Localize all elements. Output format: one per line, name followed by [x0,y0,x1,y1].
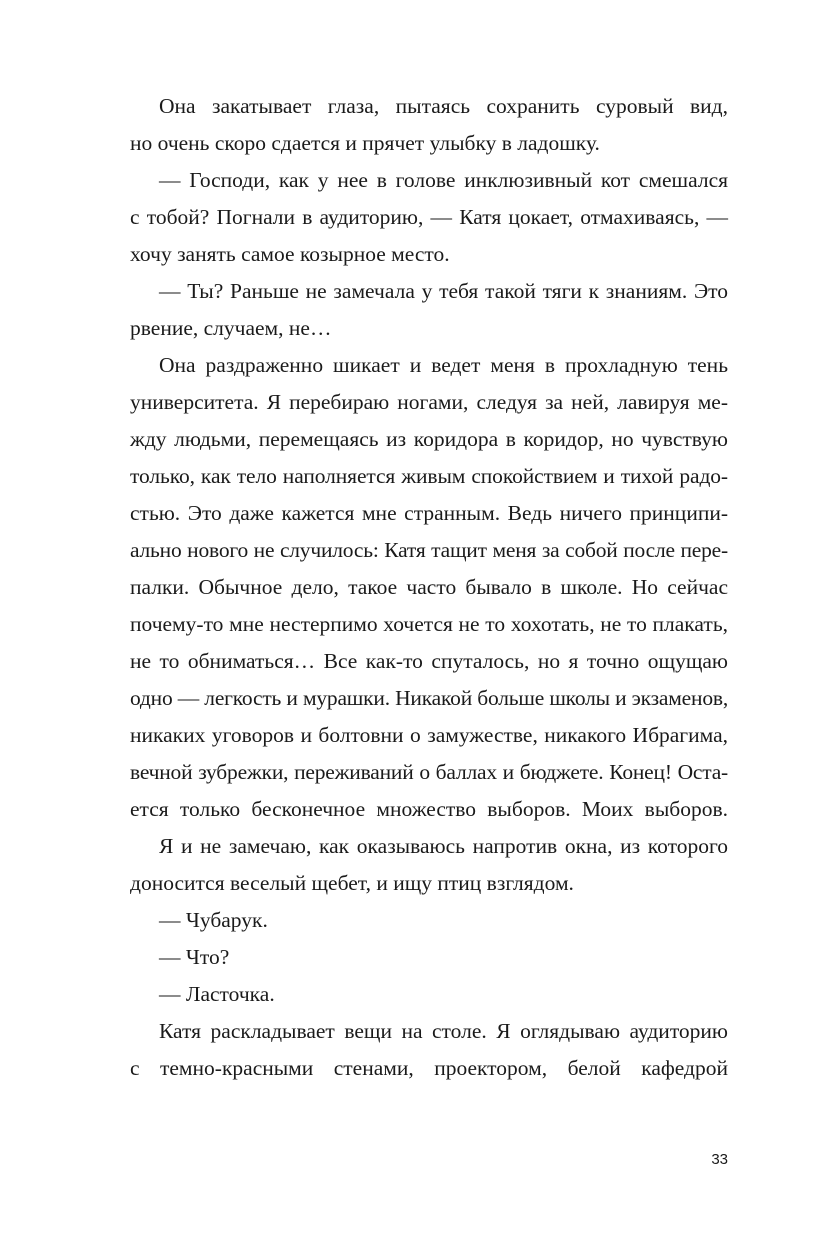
text-line: только, как тело наполняется живым спокойствием и тихой радо- [130,464,728,488]
text-line: Она закатывает глаза, пытаясь сохранить суровый вид, [159,94,728,118]
text-line: с темно-красными стенами, проектором, белой кафедрой [130,1056,728,1080]
text-line: хочу занять самое козырное место. [130,242,450,266]
text-line: жду людьми, перемещаясь из коридора в коридор, но чувствую [130,427,728,451]
text-line: не то обниматься… Все как-то спуталось, но я точно ощущаю [130,649,728,673]
text-line: одно — легкость и мурашки. Никакой больше школы и экзаменов, [130,686,728,710]
text-line: Я и не замечаю, как оказываюсь напротив окна, из которого [159,834,728,858]
text-line: вечной зубрежки, переживаний о баллах и бюджете. Конец! Оста- [130,760,728,784]
text-line: с тобой? Погнали в аудиторию, — Катя цокает, отмахиваясь, — [130,205,728,229]
text-line: — Что? [159,945,230,969]
text-line: Катя раскладывает вещи на столе. Я оглядываю аудиторию [159,1019,728,1043]
text-line: доносится веселый щебет, и ищу птиц взглядом. [130,871,574,895]
text-line: университета. Я перебираю ногами, следуя за ней, лавируя ме- [130,390,728,414]
text-line: рвение, случаем, не… [130,316,332,340]
book-page-text [130,88,728,1087]
text-line: ально нового не случилось: Катя тащит меня за собой после пере- [130,538,728,562]
text-line: но очень скоро сдается и прячет улыбку в ладошку. [130,131,600,155]
text-line: — Ты? Раньше не замечала у тебя такой тяги к знаниям. Это [159,279,728,303]
text-line: Она раздраженно шикает и ведет меня в прохладную тень [159,353,728,377]
text-line: ется только бесконечное множество выборов. Моих выборов. [130,797,728,821]
text-line: — Господи, как у нее в голове инклюзивный кот смешался [159,168,728,192]
text-line: никаких уговоров и болтовни о замужестве, никакого Ибрагима, [130,723,728,747]
text-line: почему-то мне нестерпимо хочется не то хохотать, не то плакать, [130,612,728,636]
text-line: палки. Обычное дело, такое часто бывало в школе. Но сейчас [130,575,728,599]
text-line: — Чубарук. [159,908,268,932]
page-number: 33 [711,1151,728,1168]
text-line: — Ласточка. [159,982,275,1006]
text-line: стью. Это даже кажется мне странным. Ведь ничего принципи- [130,501,728,525]
